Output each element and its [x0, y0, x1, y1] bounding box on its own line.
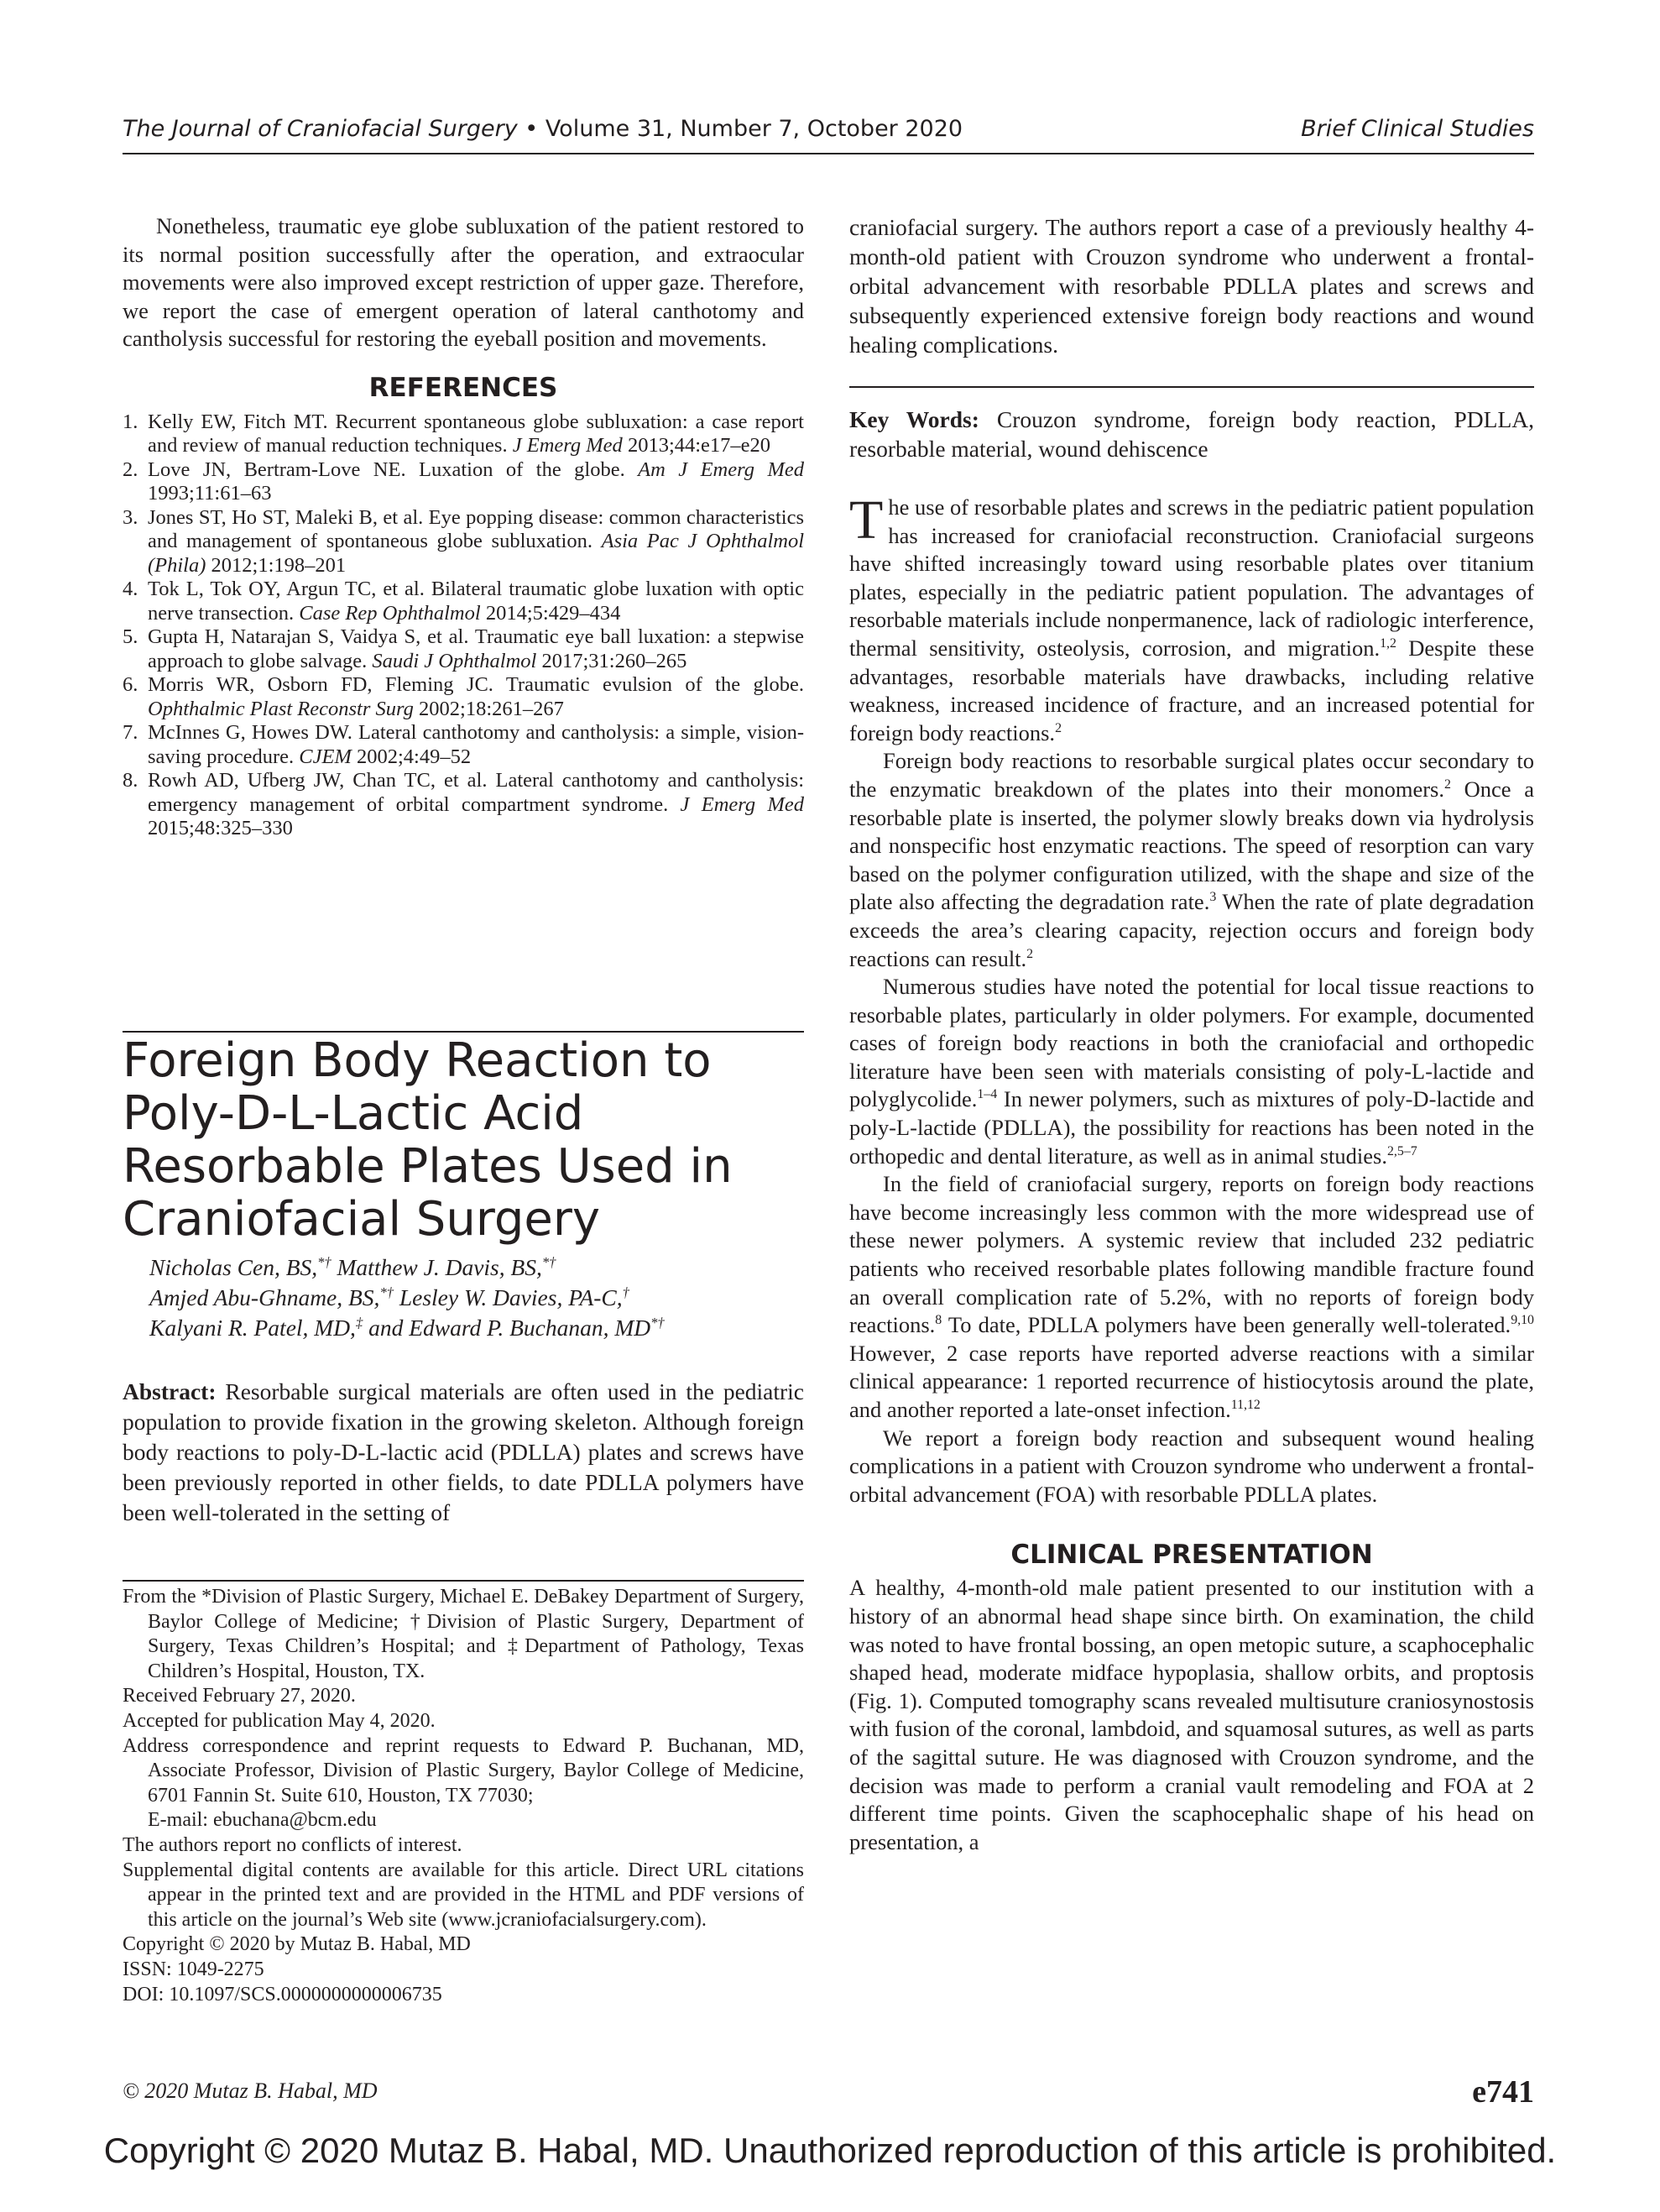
- body-paragraph: We report a foreign body reaction and subsequent wound healing complications in a patient with Crouzon syndrome who underwent a frontal-orbital advancement (FOA) with resorbable PDLLA plates.: [849, 1425, 1534, 1507]
- copyright-note: Copyright © 2020 by Mutaz B. Habal, MD: [123, 1933, 471, 1956]
- reference-item: 5. Gupta H, Natarajan S, Vaidya S, et al. Traumatic eye ball luxation: a stepwise approach to globe salvage. Saudi J Ophthalmol 2017;31:260–265: [123, 625, 804, 672]
- abstract-continued: craniofacial surgery. The authors report a case of a previously healthy 4-month-old patient with Crouzon syndrome who underwent a frontal-orbital advancement with resorbable PDLLA plates and screws and subsequently experienced extensive foreign body reactions and wound healing complications.: [849, 214, 1534, 358]
- affiliation-note: From the *Division of Plastic Surgery, Michael E. DeBakey Department of Surgery, Baylor College of Medicine; †Division of Plastic Surgery, Department of Surgery, Texas Children’s Hospital; and ‡Department of Pathology, Texas Children’s Hospital, Houston, TX.: [123, 1586, 804, 1682]
- reference-list: [123, 411, 804, 841]
- intro-paragraph: Nonetheless, traumatic eye globe subluxation of the patient restored to its normal position successfully after the operation, and extraocular movements were also improved except restriction of upper gaze. Therefore, we report the case of emergent operation of lateral canthotomy and cantholysis successful for restoring the eyeball position and movements.: [123, 213, 804, 352]
- journal-name: The Journal of Craniofacial Surgery: [123, 116, 518, 142]
- supplemental-note: Supplemental digital contents are available for this article. Direct URL citations appear in the printed text and are provided in the HTML and PDF versions of this article on the journal’s Web site (www.jcraniofacialsurgery.com).: [123, 1859, 804, 1931]
- running-header: [123, 116, 1534, 149]
- author: Matthew J. Davis, BS,*†: [337, 1253, 556, 1280]
- author: Lesley W. Davies, PA-C,†: [399, 1284, 629, 1310]
- issn: ISSN: 1049-2275: [123, 1958, 264, 1980]
- author: Nicholas Cen, BS,*†: [149, 1253, 331, 1280]
- correspondence-note: Address correspondence and reprint requests to Edward P. Buchanan, MD, Associate Professor, Division of Plastic Surgery, Baylor College of Medicine, 6701 Fannin St. Suite 610, Houston, TX 77030; E-mail: ebuchana@bcm.edu: [123, 1734, 804, 1832]
- email-address: E-mail: ebuchana@bcm.edu: [148, 1809, 377, 1832]
- footnote-rule: [123, 1580, 804, 1582]
- reference-item: 6. Morris WR, Osborn FD, Fleming JC. Traumatic evulsion of the globe. Ophthalmic Plast Reconstr Surg 2002;18:261–267: [123, 673, 804, 720]
- page-number: e741: [1472, 2074, 1534, 2110]
- clinical-presentation-heading: CLINICAL PRESENTATION: [1010, 1540, 1373, 1571]
- section-name: Brief Clinical Studies: [1301, 116, 1534, 142]
- keywords: Key Words: Crouzon syndrome, foreign body reaction, PDLLA, resorbable material, wound dehiscence: [849, 406, 1534, 462]
- reference-item: 7. McInnes G, Howes DW. Lateral canthotomy and cantholysis: a simple, vision-saving procedure. CJEM 2002;4:49–52: [123, 721, 804, 768]
- author: Amjed Abu-Ghname, BS,*†: [149, 1284, 394, 1310]
- body-paragraph: Numerous studies have noted the potential for local tissue reactions to resorbable plates, particularly in older polymers. For example, documented cases of foreign body reactions in both the craniofacial and orthopedic literature have been seen with materials consisting of poly-L-lactide and polyglycolide.$^{1-4}$ In newer polymers, such as mixtures of poly-D-lactide and poly-L-lactide (PDLLA), the possibility for reactions has been noted in the orthopedic and dental literature, as well as in animal studies.$^{2,5-7}$: [849, 974, 1534, 1169]
- abstract: [123, 1377, 804, 1528]
- received-date: Received February 27, 2020.: [123, 1685, 356, 1707]
- author-list: [149, 1252, 804, 1343]
- reference-item: 3. Jones ST, Ho ST, Maleki B, et al. Eye popping disease: common characteristics and management of spontaneous globe subluxation. Asia Pac J Ophthalmol (Phila) 2012;1:198–201: [123, 505, 805, 577]
- author: and Edward P. Buchanan, MD*†: [368, 1314, 665, 1341]
- author: Kalyani R. Patel, MD,‡: [149, 1314, 363, 1341]
- copyright-banner: Copyright © 2020 Mutaz B. Habal, MD. Unauthorized reproduction of this article is prohibited.: [103, 2131, 1557, 2170]
- body-paragraph: A healthy, 4-month-old male patient presented to our institution with a history of an abnormal head shape since birth. On examination, the child was noted to have frontal bossing, an open metopic suture, a scaphocephalic shaped head, moderate midface hypoplasia, shallow orbits, and proptosis (Fig. 1). Computed tomography scans revealed multisuture craniosynostosis with fusion of the coronal, lambdoid, and squamosal sutures, as well as parts of the sagittal suture. He was diagnosed with Crouzon syndrome, and the decision was made to perform a cranial vault remodeling and FOA at 2 different time points. Given the scaphocephalic shape of his head on presentation, a: [849, 1575, 1534, 1854]
- body-paragraph: Foreign body reactions to resorbable surgical plates occur secondary to the enzymatic breakdown of the plates into their monomers.$^2$ Once a resorbable plate is inserted, the polymer slowly breaks down via hydrolysis and nonspecific host enzymatic reactions. The speed of resorption can vary based on the polymer configuration utilized, with the shape and size of the plate also affecting the degradation rate.$^3$ When the rate of plate degradation exceeds the area’s clearing capacity, rejection occurs and foreign body reactions can result.$^2$: [849, 748, 1535, 971]
- right-column: [849, 212, 1534, 1856]
- keywords-label: Key Words:: [849, 406, 979, 432]
- accepted-date: Accepted for publication May 4, 2020.: [123, 1709, 436, 1732]
- article-title: Foreign Body Reaction to Poly-D-L-Lactic Acid Resorbable Plates Used in Craniofacial Surgery: [123, 1033, 733, 1247]
- header-rule: [123, 153, 1534, 154]
- reference-item: 8. Rowh AD, Ufberg JW, Chan TC, et al. Lateral canthotomy and cantholysis: emergency management of orbital compartment syndrome. J Emerg Med 2015;48:325–330: [123, 769, 804, 840]
- doi: DOI: 10.1097/SCS.0000000000006735: [123, 1983, 442, 2005]
- reference-item: 1. Kelly EW, Fitch MT. Recurrent spontaneous globe subluxation: a case report and review of manual reduction techniques. J Emerg Med 2013;44:e17–e20: [123, 410, 804, 458]
- keywords-rule: [849, 386, 1534, 388]
- references-heading: REFERENCES: [368, 372, 558, 403]
- drop-cap: T: [849, 489, 884, 551]
- article-top-rule: [123, 1031, 804, 1033]
- body-paragraph: The use of resorbable plates and screws in the pediatric patient population has increased for craniofacial reconstruction. Craniofacial surgeons have shifted increasingly toward using resorbable plates over titanium plates, especially in the pediatric patient population. The advantages of resorbable materials include nonpermanence, lack of radiologic interference, thermal sensitivity, osteolysis, corrosion, and migration.$^{1,2}$ Despite these advantages, resorbable materials have drawbacks, including relative weakness, increased incidence of fracture, and an increased potential for foreign body reactions.$^2$: [849, 489, 1534, 745]
- header-bullet: •: [525, 116, 539, 142]
- abstract-label: Abstract:: [123, 1378, 217, 1404]
- page-footer: [123, 2073, 1534, 2110]
- footer-copyright: © 2020 Mutaz B. Habal, MD: [123, 2079, 378, 2103]
- previous-article-end: [123, 212, 804, 841]
- header-journal-issue: [123, 116, 963, 142]
- reference-item: 4. Tok L, Tok OY, Argun TC, et al. Bilateral traumatic globe luxation with optic nerve transection. Case Rep Ophthalmol 2014;5:429–434: [123, 578, 804, 625]
- issue-info: Volume 31, Number 7, October 2020: [545, 116, 963, 142]
- article-footnotes: [123, 1585, 804, 2007]
- conflict-note: The authors report no conflicts of interest.: [123, 1833, 462, 1856]
- reference-item: 2. Love JN, Bertram-Love NE. Luxation of the globe. Am J Emerg Med 1993;11:61–63: [123, 458, 804, 505]
- abstract-text: Resorbable surgical materials are often used in the pediatric population to provide fixation in the growing skeleton. Although foreign body reactions to poly-D-L-lactic acid (PDLLA) plates and screws have been previously reported in other fields, to date PDLLA polymers have been well-tolerated in the setting of: [123, 1378, 805, 1525]
- body-paragraph: In the field of craniofacial surgery, reports on foreign body reactions have become increasingly less common with the more widespread use of these newer polymers. A systemic review that included 232 pediatric patients who received resorbable plates following mandible fracture found an overall complication rate of 5.2%, with no reports of foreign body reactions.$^8$ To date, PDLLA polymers have been generally well-tolerated.$^{9,10}$ However, 2 case reports have reported adverse reactions with a similar clinical appearance: 1 reported recurrence of histiocytosis around the plate, and another reported a late-onset infection.$^{11,12}$: [849, 1171, 1534, 1422]
